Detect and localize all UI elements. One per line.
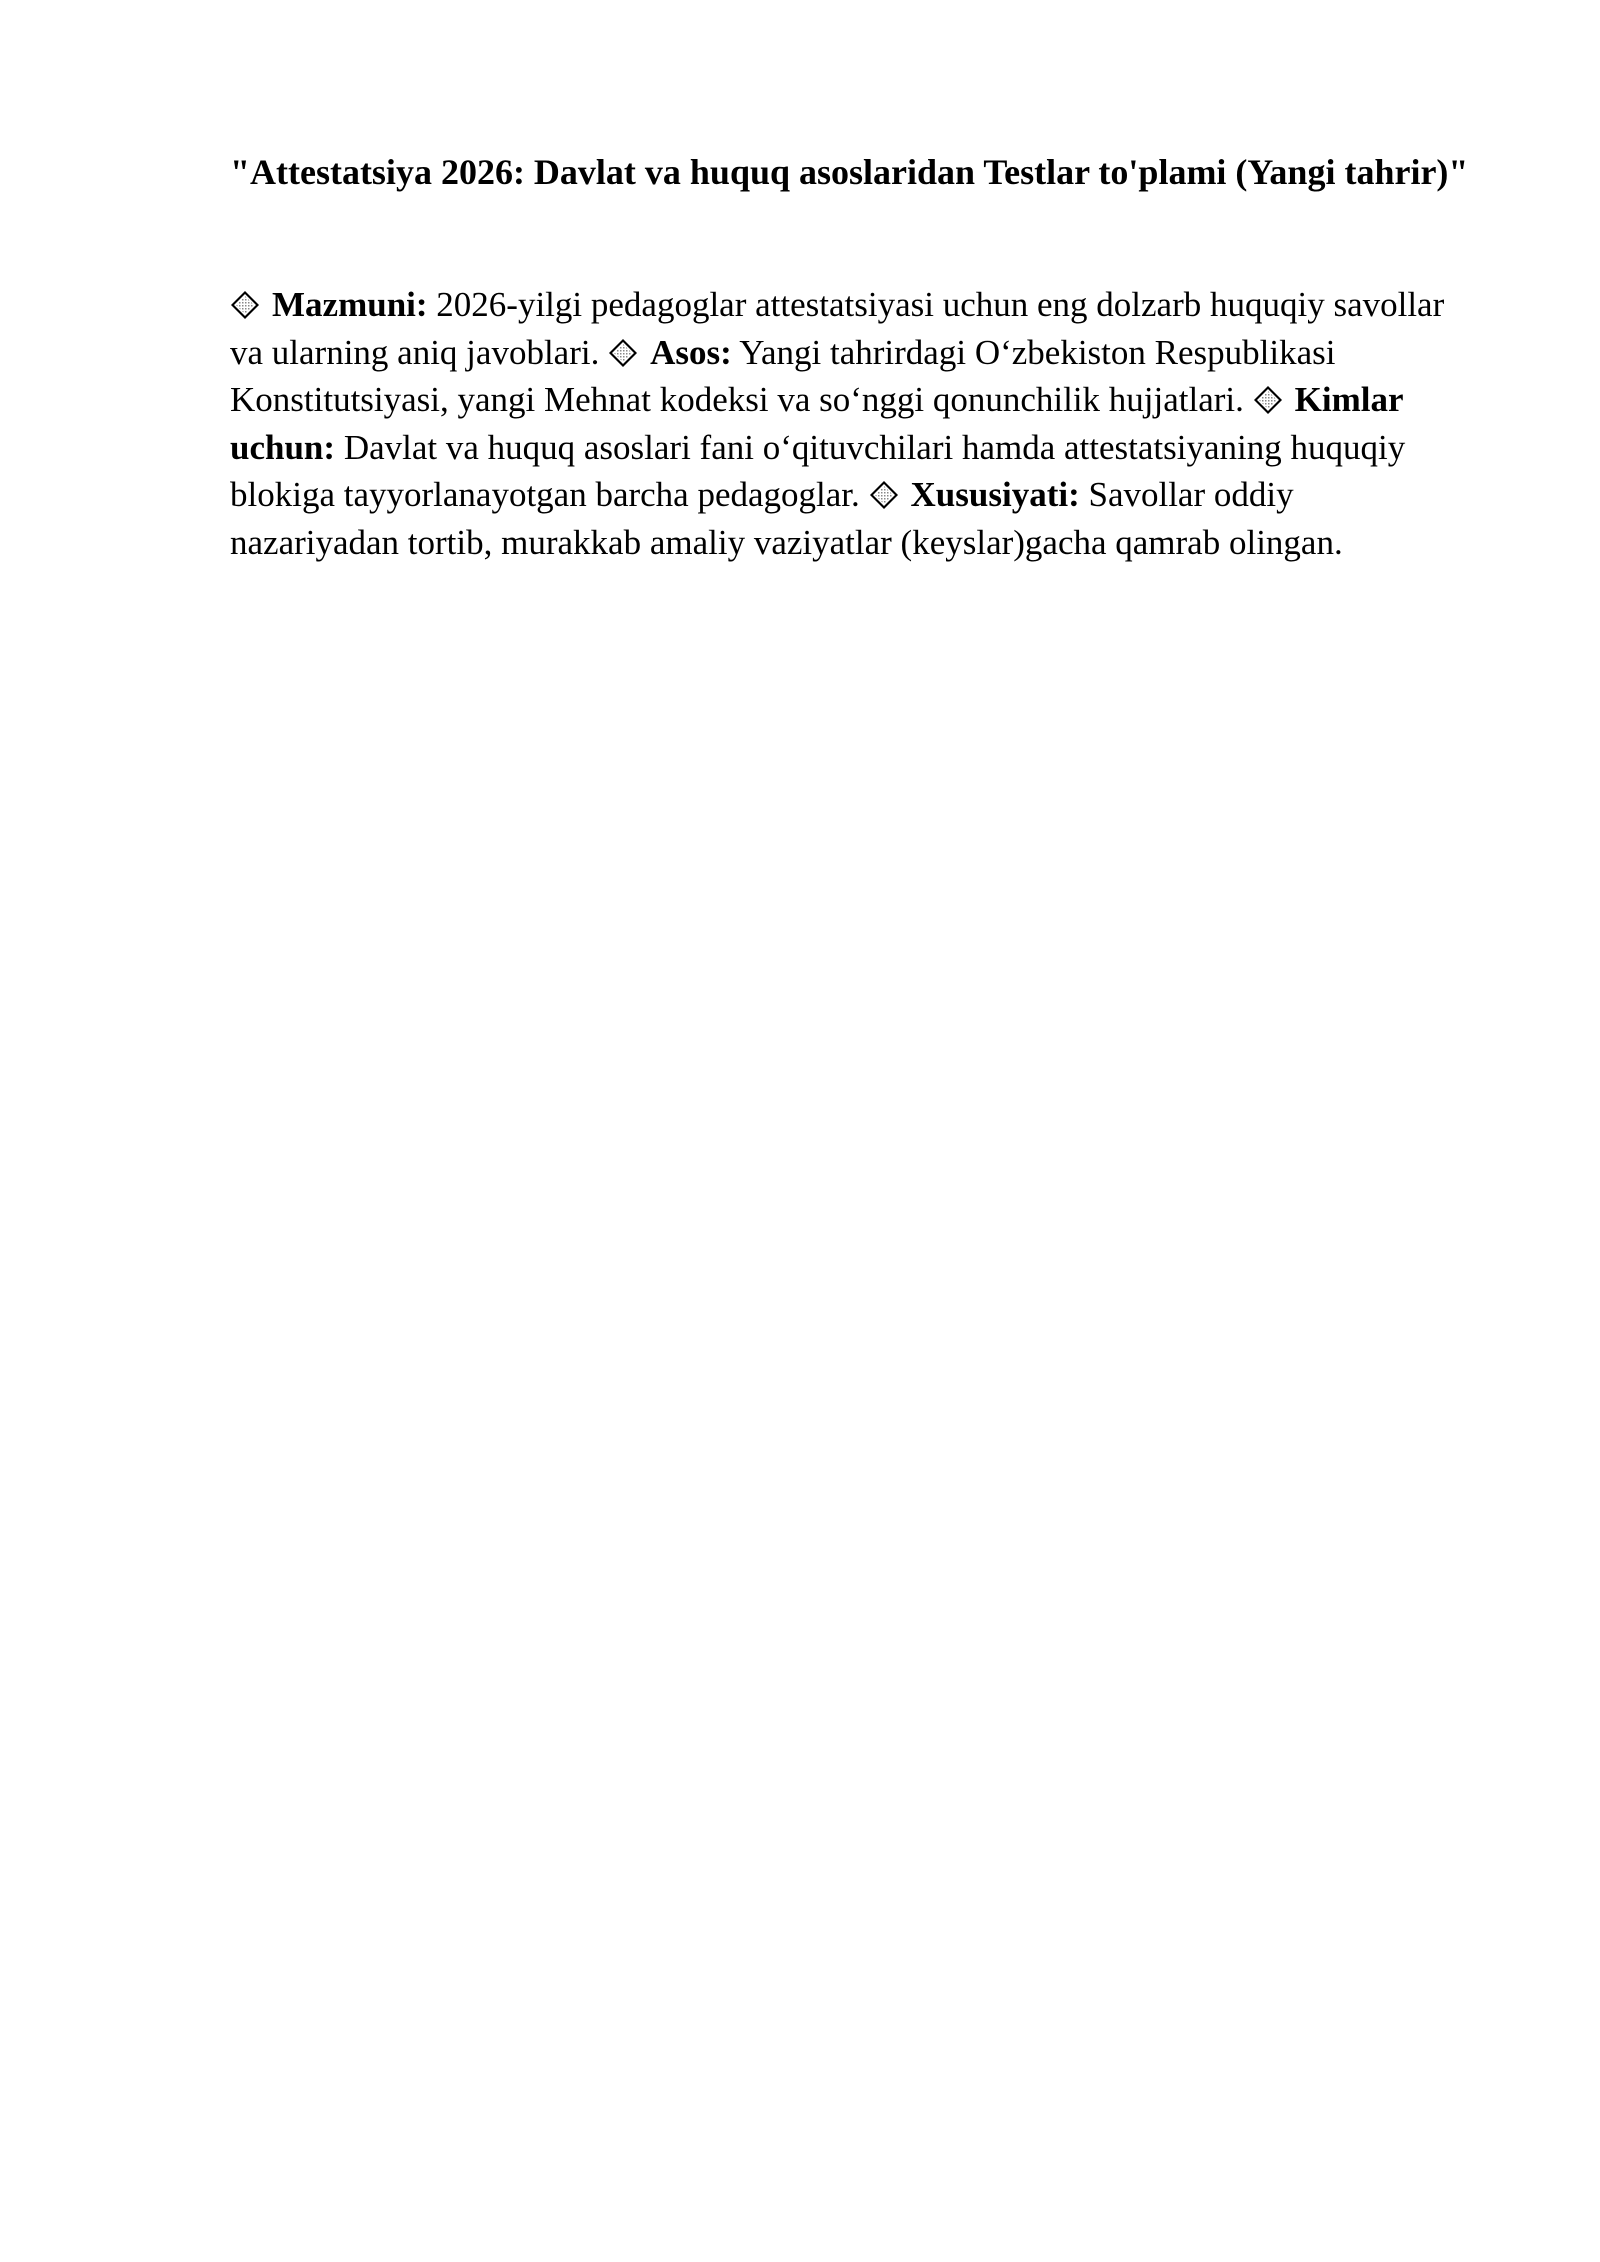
diamond-icon xyxy=(869,480,899,510)
diamond-icon xyxy=(1253,385,1283,415)
section-text: Yangi tahrirdagi O‘zbekiston Respublikasi Konstitutsiyasi, yangi Mehnat kodeksi va so‘nggi qonunchilik hujjatlari. xyxy=(230,332,1336,419)
diamond-icon xyxy=(608,338,638,368)
section-label: Xususiyati: xyxy=(910,475,1080,514)
document-title: "Attestatsiya 2026: Davlat va huquq asoslaridan Testlar to'plami (Yangi tahrir)" xyxy=(230,152,1469,192)
diamond-icon xyxy=(230,290,260,320)
section-text: Savollar oddiy nazariyadan tortib, murakkab amaliy vaziyatlar (keyslar)gacha qamrab olingan. xyxy=(230,475,1343,562)
document-description xyxy=(230,281,1470,566)
section-label: Mazmuni: xyxy=(272,285,428,324)
section-text: 2026-yilgi pedagoglar attestatsiyasi uchun eng dolzarb huquqiy savollar va ularning aniq javoblari. xyxy=(230,285,1445,372)
section-label: Kimlar uchun: xyxy=(230,380,1403,467)
section-label: Asos: xyxy=(650,332,732,372)
section-text: Davlat va huquq asoslari fani o‘qituvchilari hamda attestatsiyaning huquqiy blokiga tayyorlanayotgan barcha pedagoglar. xyxy=(230,427,1406,514)
